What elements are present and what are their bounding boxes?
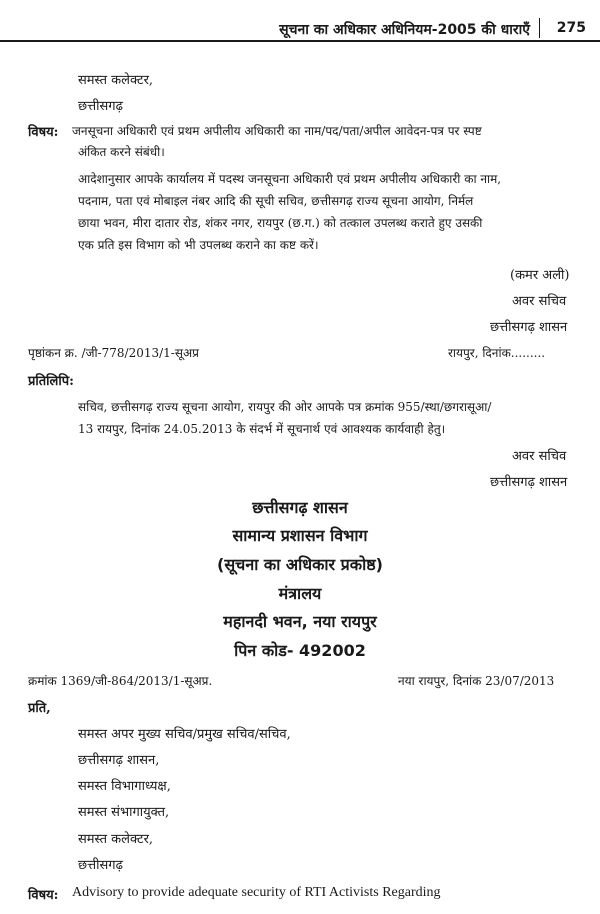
copy-line-1: सचिव, छत्तीसगढ़ राज्य सूचना आयोग, रायपुर की ओर आपके पत्र क्रमांक 955/स्था/छगरासूआ/ xyxy=(78,400,492,414)
subject-text-2: Advisory to provide adequate security of RTI Activists Regarding xyxy=(72,885,441,900)
page-number: 275 xyxy=(556,20,586,36)
signatory-designation: अवर सचिव xyxy=(512,294,567,309)
heading-ministry: मंत्रालय xyxy=(278,584,322,603)
body-line-3: छाया भवन, मीरा दातार रोड, शंकर नगर, रायपुर (छ.ग.) को तत्काल उपलब्ध कराते हुए उसकी xyxy=(78,216,483,230)
subject-line-1: जनसूचना अधिकारी एवं प्रथम अपीलीय अधिकारी का नाम/पद/पता/अपील आवेदन-पत्र पर स्पष्ट xyxy=(72,124,482,138)
copy-line-2: 13 रायपुर, दिनांक 24.05.2013 के संदर्भ में सूचनार्थ एवं आवश्यक कार्यवाही हेतु। xyxy=(78,422,446,436)
copy-label: प्रतिलिपि: xyxy=(28,374,74,389)
signatory-name: (कमर अली) xyxy=(510,268,570,283)
heading-cell: (सूचना का अधिकार प्रकोष्ठ) xyxy=(217,555,383,574)
recipient-1: समस्त अपर मुख्य सचिव/प्रमुख सचिव/सचिव, xyxy=(78,727,291,742)
subject-line-2: अंकित करने संबंधी। xyxy=(78,145,165,159)
header-rule xyxy=(0,40,600,42)
running-title: सूचना का अधिकार अधिनियम-2005 की धाराएँ xyxy=(279,22,530,38)
heading-government: छत्तीसगढ़ शासन xyxy=(252,498,348,517)
reference-place-date: नया रायपुर, दिनांक 23/07/2013 xyxy=(398,674,555,688)
address-line-2: छत्तीसगढ़ xyxy=(78,99,123,114)
recipient-3: समस्त विभागाध्यक्ष, xyxy=(78,779,171,794)
header-separator xyxy=(539,18,541,38)
recipient-6: छत्तीसगढ़ xyxy=(78,858,123,873)
recipient-4: समस्त संभागायुक्त, xyxy=(78,805,170,820)
to-label: प्रति, xyxy=(28,701,51,716)
heading-department: सामान्य प्रशासन विभाग xyxy=(232,526,368,545)
endorsement-place-date: रायपुर, दिनांक......... xyxy=(448,346,546,360)
recipient-5: समस्त कलेक्टर, xyxy=(78,832,154,847)
body-line-2: पदनाम, पता एवं मोबाइल नंबर आदि की सूची सचिव, छत्तीसगढ़ राज्य सूचना आयोग, निर्मल xyxy=(78,194,474,208)
subject-label: विषय: xyxy=(28,125,59,140)
endorsement-number: पृष्ठांकन क्र. /जी-778/2013/1-सूअप्र xyxy=(28,346,199,360)
body-line-4: एक प्रति इस विभाग को भी उपलब्ध कराने का कष्ट करें। xyxy=(78,238,319,252)
copy-sign-office: छत्तीसगढ़ शासन xyxy=(490,475,568,490)
recipient-2: छत्तीसगढ़ शासन, xyxy=(78,753,160,768)
subject-label-2: विषय: xyxy=(28,888,59,903)
reference-number: क्रमांक 1369/जी-864/2013/1-सूअप्र. xyxy=(28,674,213,688)
heading-pincode: पिन कोड- 492002 xyxy=(234,641,366,660)
address-line-1: समस्त कलेक्टर, xyxy=(78,73,154,88)
signatory-office: छत्तीसगढ़ शासन xyxy=(490,320,568,335)
copy-sign-designation: अवर सचिव xyxy=(512,449,567,464)
body-line-1: आदेशानुसार आपके कार्यालय में पदस्थ जनसूचना अधिकारी एवं प्रथम अपीलीय अधिकारी का नाम, xyxy=(78,172,502,186)
heading-building: महानदी भवन, नया रायपुर xyxy=(223,612,377,631)
